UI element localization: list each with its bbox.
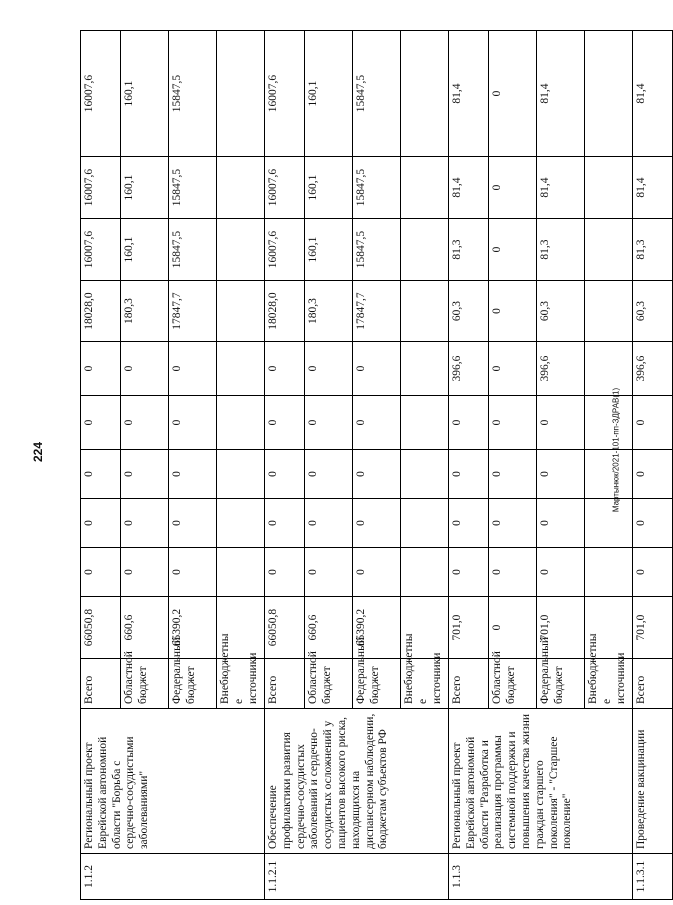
amount-cell: 180,3 [305, 281, 353, 342]
amount-cell: 0 [169, 548, 217, 597]
amount-cell [585, 396, 633, 450]
amount-cell: 0 [353, 499, 401, 548]
amount-cell: 0 [489, 597, 537, 659]
table-row [265, 31, 305, 900]
amount-cell: 160,1 [121, 157, 169, 219]
amount-cell [585, 342, 633, 396]
amount-cell [585, 450, 633, 499]
amount-cell: 160,1 [121, 219, 169, 281]
amount-cell [217, 31, 265, 157]
amount-cell [585, 157, 633, 219]
funding-source-cell: Областной бюджет [305, 659, 353, 709]
amount-cell: 0 [353, 396, 401, 450]
amount-cell: 60,3 [633, 281, 673, 342]
amount-cell [217, 548, 265, 597]
amount-cell: 60,3 [449, 281, 489, 342]
amount-cell: 0 [633, 499, 673, 548]
funding-source-cell: Внебюджетны е источники [585, 659, 633, 709]
funding-source-cell: Областной бюджет [121, 659, 169, 709]
amount-cell [217, 396, 265, 450]
amount-cell: 16007,6 [81, 157, 121, 219]
amount-cell: 60,3 [537, 281, 585, 342]
amount-cell [401, 396, 449, 450]
amount-cell: 180,3 [121, 281, 169, 342]
amount-cell: 701,0 [537, 597, 585, 659]
amount-cell: 160,1 [305, 219, 353, 281]
amount-cell: 0 [121, 499, 169, 548]
amount-cell: 81,4 [633, 31, 673, 157]
amount-cell: 0 [81, 396, 121, 450]
budget-table [80, 30, 673, 900]
amount-cell: 0 [489, 548, 537, 597]
amount-cell [217, 157, 265, 219]
amount-cell: 0 [81, 499, 121, 548]
amount-cell [217, 342, 265, 396]
amount-cell: 66050,8 [265, 597, 305, 659]
document-footer-id: Мартынюк/2021-101-пп-ЗДРАВ(1) [611, 387, 621, 513]
amount-cell: 0 [489, 157, 537, 219]
funding-source-cell: Внебюджетны е источники [217, 659, 265, 709]
amount-cell: 16007,6 [265, 219, 305, 281]
amount-cell: 0 [265, 396, 305, 450]
amount-cell [585, 281, 633, 342]
amount-cell: 18028,0 [265, 281, 305, 342]
page-number: 224 [31, 441, 45, 463]
row-name-cell: Региональный проект Еврейской автономной области "Борьба с сердечно-сосудистыми заболеваниями" [81, 709, 265, 854]
funding-source-cell: Всего [633, 659, 673, 709]
amount-cell: 16007,6 [265, 157, 305, 219]
amount-cell: 0 [121, 548, 169, 597]
amount-cell: 0 [449, 450, 489, 499]
amount-cell: 0 [305, 342, 353, 396]
row-code-cell: 1.1.3 [449, 854, 633, 900]
amount-cell: 66050,8 [81, 597, 121, 659]
amount-cell [401, 281, 449, 342]
amount-cell: 0 [81, 450, 121, 499]
amount-cell: 0 [169, 450, 217, 499]
row-code-cell: 1.1.3.1 [633, 854, 673, 900]
amount-cell: 81,4 [633, 157, 673, 219]
amount-cell: 81,3 [449, 219, 489, 281]
funding-source-cell: Всего [81, 659, 121, 709]
amount-cell: 0 [353, 548, 401, 597]
amount-cell: 17847,7 [169, 281, 217, 342]
amount-cell: 660,6 [121, 597, 169, 659]
amount-cell: 0 [169, 342, 217, 396]
amount-cell [401, 31, 449, 157]
amount-cell: 0 [489, 499, 537, 548]
amount-cell: 0 [265, 548, 305, 597]
amount-cell: 160,1 [305, 31, 353, 157]
amount-cell: 0 [169, 396, 217, 450]
amount-cell [401, 219, 449, 281]
amount-cell: 396,6 [633, 342, 673, 396]
amount-cell [585, 219, 633, 281]
amount-cell [401, 499, 449, 548]
amount-cell: 17847,7 [353, 281, 401, 342]
amount-cell: 15847,5 [169, 157, 217, 219]
row-name-cell: Обеспечение профилактики развития сердечно-сосудистых заболеваний и сердечно-сосудистых осложнений у пациентов высокого риска, находящихся на диспансерном наблюдении, бюджетам субъектов РФ [265, 709, 449, 854]
amount-cell: 81,4 [537, 31, 585, 157]
amount-cell [401, 450, 449, 499]
amount-cell: 81,4 [449, 157, 489, 219]
amount-cell: 396,6 [449, 342, 489, 396]
row-code-cell: 1.1.2.1 [265, 854, 449, 900]
amount-cell: 0 [265, 450, 305, 499]
amount-cell [217, 281, 265, 342]
amount-cell: 0 [305, 450, 353, 499]
amount-cell: 0 [121, 396, 169, 450]
amount-cell: 65390,2 [353, 597, 401, 659]
amount-cell: 0 [633, 548, 673, 597]
row-name-cell: Проведение вакцинации [633, 709, 673, 854]
amount-cell: 0 [537, 499, 585, 548]
amount-cell: 0 [489, 396, 537, 450]
amount-cell: 0 [121, 450, 169, 499]
funding-source-cell: Областной бюджет [489, 659, 537, 709]
amount-cell: 160,1 [305, 157, 353, 219]
amount-cell [401, 548, 449, 597]
row-name-cell: Региональный проект Еврейской автономной области "Разработка и реализация программы системной поддержки и повышения качества жизни граждан старшего поколения" - "Старшее поколение" [449, 709, 633, 854]
amount-cell: 15847,5 [169, 219, 217, 281]
funding-source-cell: Всего [265, 659, 305, 709]
amount-cell: 15847,5 [353, 157, 401, 219]
amount-cell: 0 [353, 342, 401, 396]
amount-cell: 16007,6 [81, 31, 121, 157]
amount-cell: 0 [537, 396, 585, 450]
amount-cell [401, 342, 449, 396]
amount-cell: 0 [169, 499, 217, 548]
amount-cell: 396,6 [537, 342, 585, 396]
amount-cell: 0 [265, 499, 305, 548]
amount-cell: 0 [353, 450, 401, 499]
amount-cell: 0 [537, 450, 585, 499]
amount-cell: 0 [489, 31, 537, 157]
amount-cell: 0 [305, 396, 353, 450]
amount-cell: 81,3 [633, 219, 673, 281]
amount-cell: 0 [121, 342, 169, 396]
amount-cell: 0 [449, 548, 489, 597]
amount-cell: 65390,2 [169, 597, 217, 659]
amount-cell: 16007,6 [81, 219, 121, 281]
funding-source-cell: Всего [449, 659, 489, 709]
amount-cell: 81,4 [449, 31, 489, 157]
amount-cell [585, 31, 633, 157]
funding-source-cell: Федеральный бюджет [169, 659, 217, 709]
amount-cell [217, 499, 265, 548]
amount-cell [401, 157, 449, 219]
amount-cell: 0 [305, 499, 353, 548]
amount-cell: 0 [489, 281, 537, 342]
amount-cell: 0 [449, 499, 489, 548]
amount-cell: 0 [633, 450, 673, 499]
amount-cell: 701,0 [633, 597, 673, 659]
amount-cell: 0 [449, 396, 489, 450]
amount-cell: 160,1 [121, 31, 169, 157]
table-row [81, 31, 121, 900]
table-row [633, 31, 673, 900]
funding-source-cell: Федеральный бюджет [537, 659, 585, 709]
amount-cell: 0 [81, 548, 121, 597]
amount-cell [217, 450, 265, 499]
amount-cell: 701,0 [449, 597, 489, 659]
amount-cell: 0 [537, 548, 585, 597]
amount-cell: 81,4 [537, 157, 585, 219]
amount-cell: 16007,6 [265, 31, 305, 157]
amount-cell [585, 499, 633, 548]
table-row [449, 31, 489, 900]
amount-cell: 15847,5 [353, 31, 401, 157]
amount-cell: 15847,5 [353, 219, 401, 281]
amount-cell: 660,6 [305, 597, 353, 659]
amount-cell: 0 [81, 342, 121, 396]
row-code-cell: 1.1.2 [81, 854, 265, 900]
amount-cell: 15847,5 [169, 31, 217, 157]
amount-cell: 0 [489, 219, 537, 281]
amount-cell: 0 [489, 450, 537, 499]
amount-cell: 0 [633, 396, 673, 450]
amount-cell [217, 219, 265, 281]
amount-cell: 0 [489, 342, 537, 396]
amount-cell [585, 548, 633, 597]
funding-source-cell: Федеральный бюджет [353, 659, 401, 709]
funding-source-cell: Внебюджетны е источники [401, 659, 449, 709]
amount-cell: 81,3 [537, 219, 585, 281]
amount-cell: 0 [265, 342, 305, 396]
amount-cell: 0 [305, 548, 353, 597]
amount-cell: 18028,0 [81, 281, 121, 342]
